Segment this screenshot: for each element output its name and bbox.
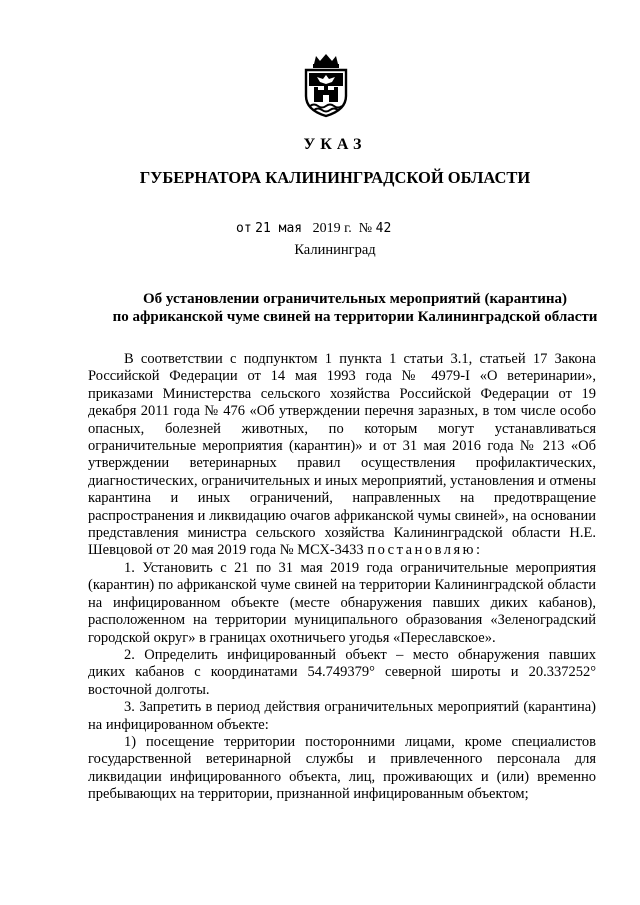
- coat-of-arms-icon: [300, 52, 352, 118]
- decree-heading: УКАЗ: [303, 136, 367, 153]
- paragraph-3-1: 1) посещение территории посторонними лицами, кроме специалистов государственной ветеринарной службы и привлеченного персонала для ликвидации инфицированного объекта, лиц, проживающих и (или) временно пребывающих на территории, признанной инфицированным объектом;: [88, 733, 596, 803]
- title-line-2: по африканской чуме свиней на территории Калининградской области: [112, 309, 598, 325]
- resolve-word: постановляю:: [367, 542, 483, 559]
- decree-number: 42: [375, 221, 392, 236]
- paragraph-2: 2. Определить инфицированный объект – место обнаружения павших диких кабанов с координатами 54.749379° северной широты и 20.337252° восточной долготы.: [88, 646, 596, 698]
- city-name: Калининград: [294, 242, 376, 258]
- title-line-1: Об установлении ограничительных мероприятий (карантина): [142, 291, 567, 307]
- date-line: [236, 221, 391, 237]
- date-day-month: 21 мая: [255, 221, 303, 236]
- decree-title: [60, 290, 640, 326]
- date-prefix: от: [236, 221, 252, 236]
- paragraph-1: 1. Установить с 21 по 31 мая 2019 года ограничительные мероприятия (карантин) по африканской чуме свиней на территории Калининградской области на инфицированном объекте (месте обнаружения павших диких кабанов), расположенном на территории муниципального образования «Зеленоградский городской округ» в границах охотничьего угодья «Переславское».: [88, 559, 596, 646]
- paragraph-3: 3. Запретить в период действия ограничительных мероприятий (карантина) на инфицированном объекте:: [88, 699, 596, 733]
- preamble-paragraph: [88, 351, 596, 560]
- number-sign: №: [358, 221, 373, 236]
- decree-body: [88, 351, 596, 804]
- preamble-text: В соответствии с подпунктом 1 пункта 1 статьи 3.1, статьей 17 Закона Российской Федерации от 14 мая 1993 года № 4979-I «О ветеринарии», приказами Министерства сельского хозяйства Российской Федерации от 19 декабря 2011 года № 476 «Об утверждении перечня заразных, в том числе особо опасных, болезней животных, по которым могут устанавливаться ограничительные мероприятия (карантин)» и от 31 мая 2016 года № 213 «Об утверждении ветеринарных правил осуществления профилактических, диагностических, ограничительных и иных мероприятий, установления и отмены карантина и иных ограничений, направленных на предотвращение распространения и ликвидацию очагов африканской чумы свиней», на основании представления министра сельского хозяйства Калининградской области Н.Е. Шевцовой от 20 мая 2019 года № МСХ-3433: [88, 351, 596, 559]
- date-year: 2019 г.: [312, 221, 352, 236]
- authority-heading: ГУБЕРНАТОРА КАЛИНИНГРАДСКОЙ ОБЛАСТИ: [139, 168, 531, 187]
